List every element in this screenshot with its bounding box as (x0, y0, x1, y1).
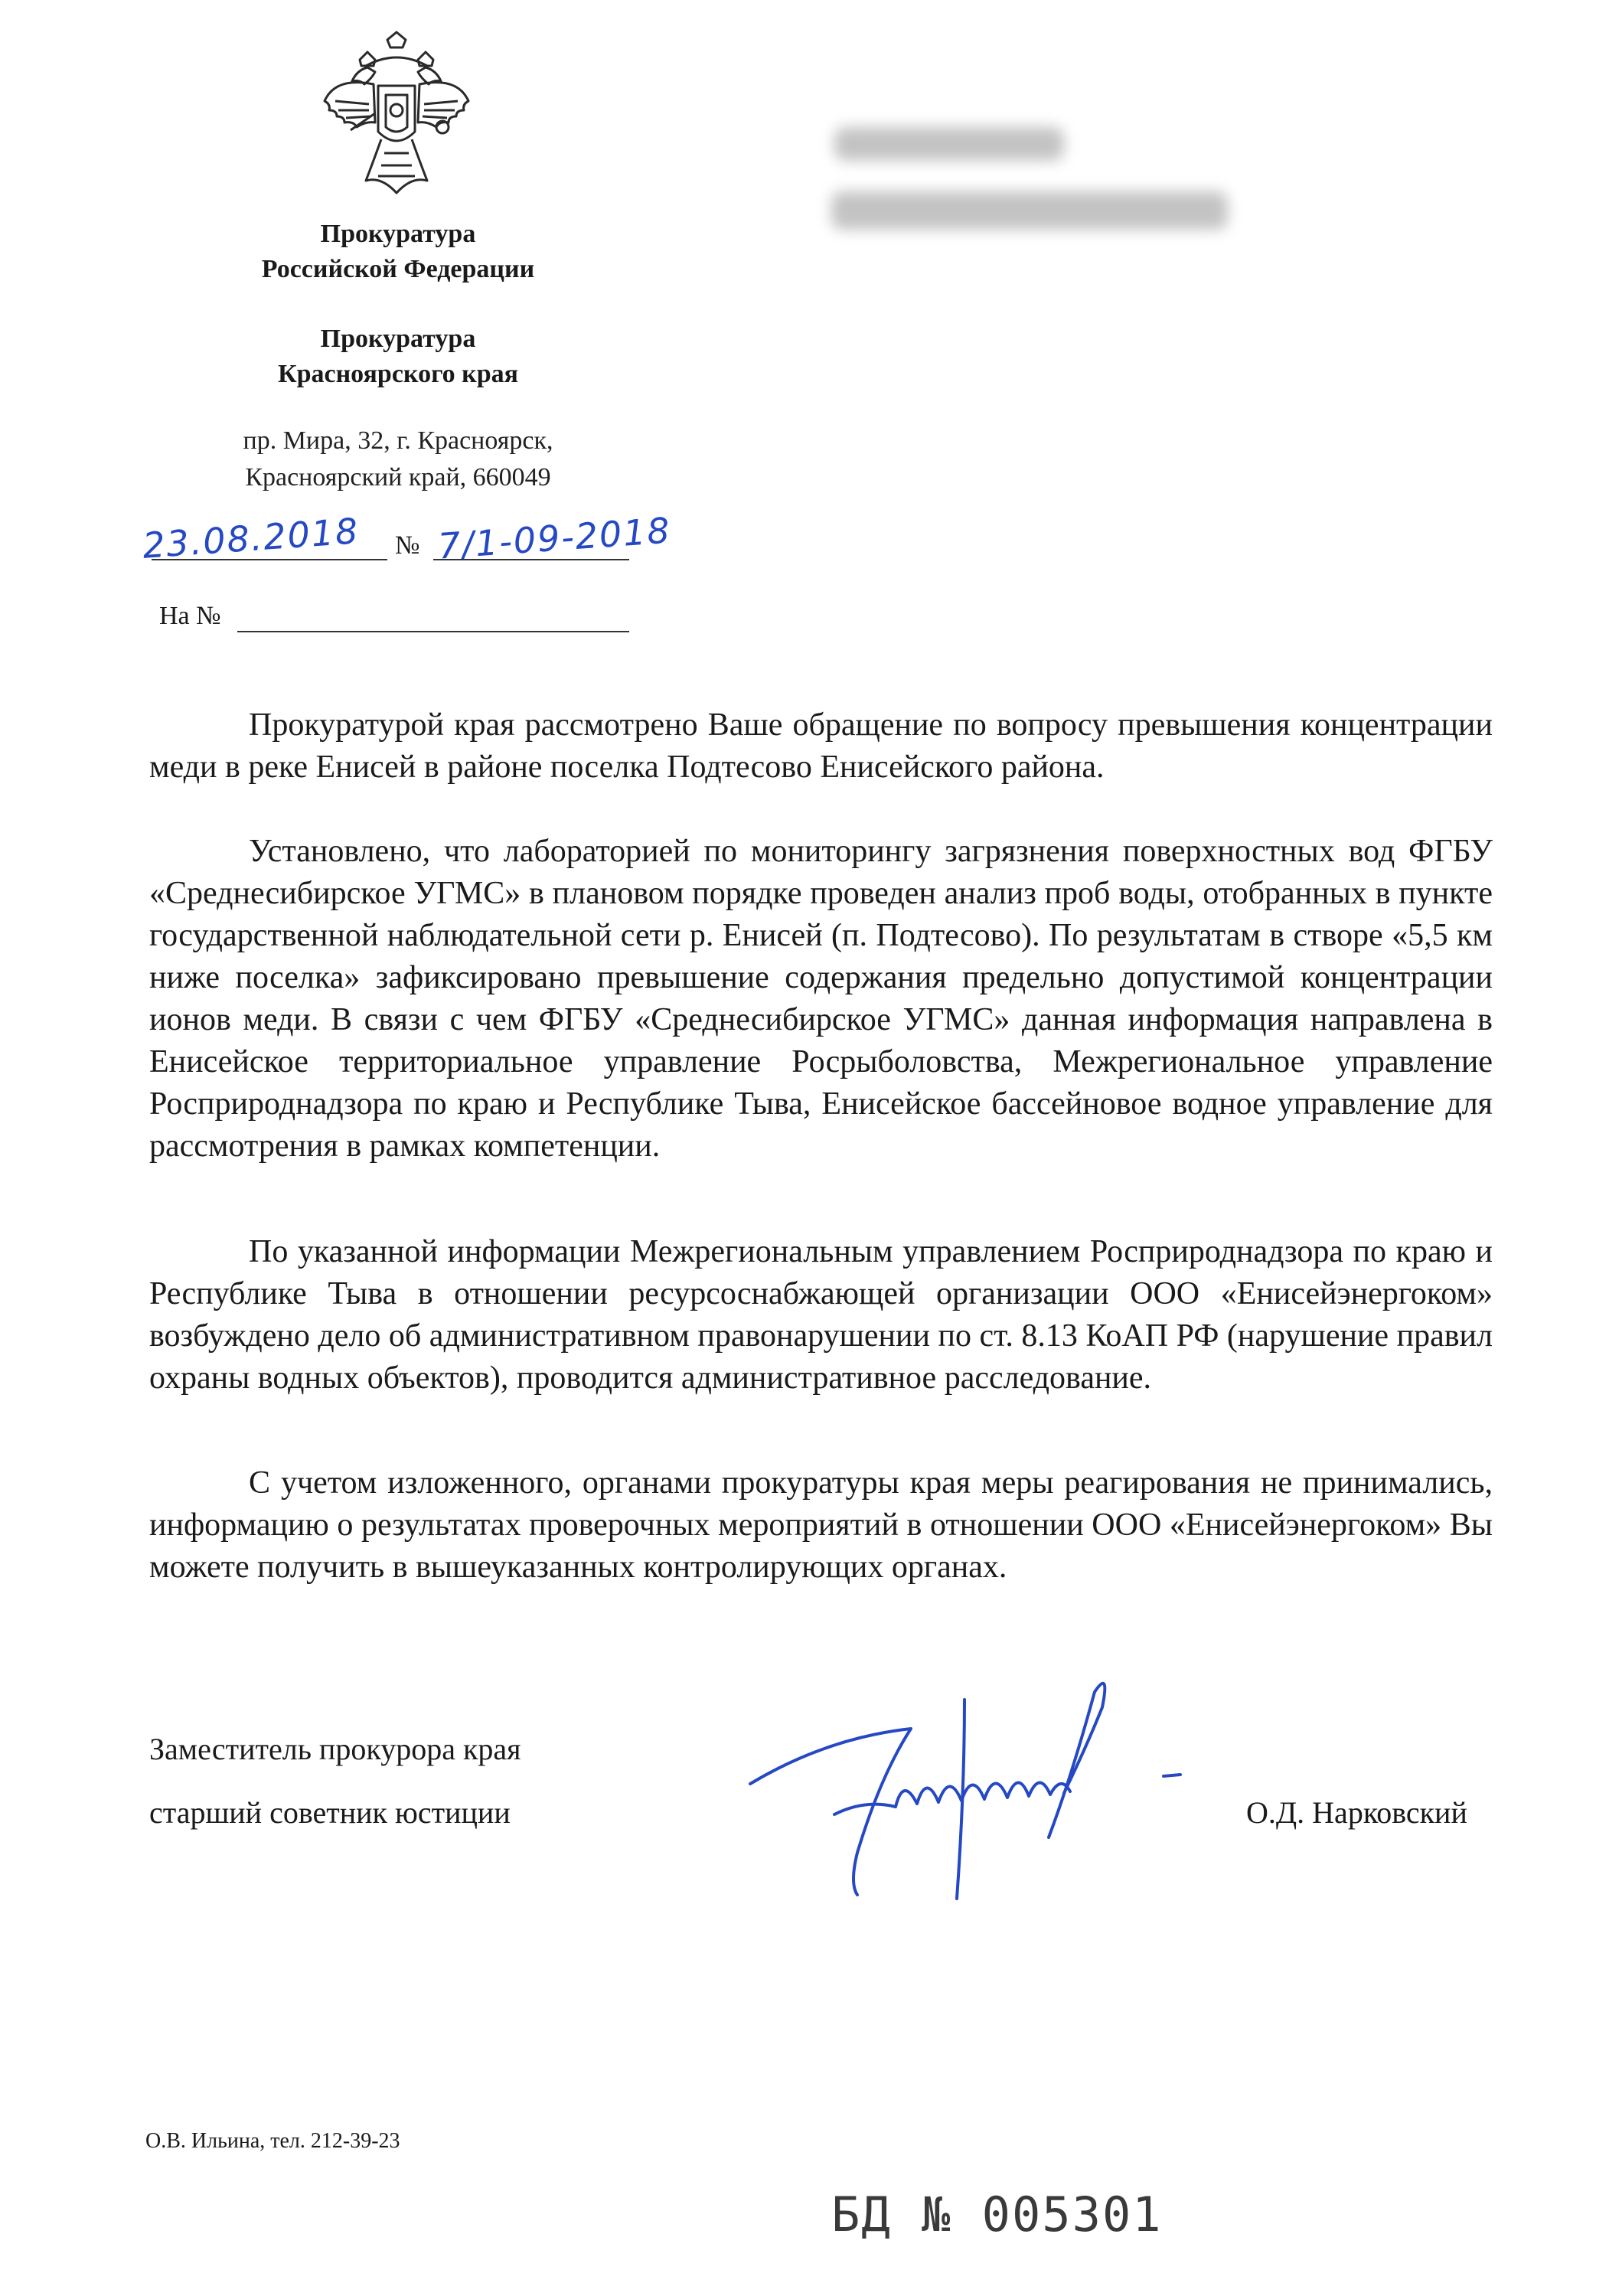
outgoing-date: 23.08.2018 (141, 510, 361, 567)
outgoing-number-sign: № (395, 531, 420, 560)
body-paragraph-4: С учетом изложенного, органами прокуратуры края меры реагирования не принимались, информацию о результатах проверочных мероприятий в отношении ООО «Енисейэнергоком» Вы можете получить в вышеуказанных контролирующих органах. (149, 1465, 1493, 1585)
sender-org-line2: Российской Федерации (261, 255, 535, 283)
reply-to-label: На № (159, 602, 221, 630)
outgoing-number: 7/1-09-2018 (436, 509, 673, 567)
redacted-recipient-line (834, 127, 1064, 161)
signer-position-line2: старший советник юстиции (149, 1795, 511, 1830)
sender-department (161, 322, 635, 392)
executor-contact: О.В. Ильина, тел. 212-39-23 (145, 2129, 400, 2153)
handwritten-signature (735, 1623, 1225, 1945)
reply-to-underline (237, 631, 629, 632)
number-underline (433, 559, 629, 560)
body-paragraph-1: Прокуратурой края рассмотрено Ваше обращение по вопросу превышения концентрации меди в реке Енисей в районе поселка Подтесово Енисейского района. (149, 707, 1493, 785)
sender-org-line1: Прокуратура (320, 220, 476, 248)
sender-address-line2: Красноярский край, 660049 (245, 463, 551, 492)
date-underline (152, 559, 387, 560)
signer-position-line1: Заместитель прокурора края (149, 1732, 521, 1766)
sender-dept-line2: Красноярского края (277, 360, 519, 388)
signer-name: О.Д. Нарковский (1246, 1795, 1467, 1830)
sender-address (161, 423, 635, 496)
body-paragraph-3: По указанной информации Межрегиональным управлением Росприроднадзора по краю и Республике Тыва в отношении ресурсоснабжающей организации ООО «Енисейэнергоком» возбуждено дело об административном правонарушении по ст. 8.13 КоАП РФ (нарушение правил охраны водных объектов), проводится административное расследование. (149, 1234, 1493, 1396)
redacted-recipient-address (831, 191, 1228, 230)
body-paragraph-2: Установлено, что лабораторией по мониторингу загрязнения поверхностных вод ФГБУ «Среднесибирское УГМС» в плановом порядке проведен анализ проб воды, отобранных в пункте государственной наблюдательной сети р. Енисей (п. Подтесово). По результатам в створе «5,5 км ниже поселка» зафиксировано превышение содержания предельно допустимой концентрации ионов меди. В связи с чем ФГБУ «Среднесибирское УГМС» данная информация направлена в Енисейское территориальное управление Росрыболовства, Межрегиональное управление Росприроднадзора по краю и Республике Тыва, Енисейское бассейновое водное управление для рассмотрения в рамках компетенции. (149, 834, 1493, 1164)
sender-address-line1: пр. Мира, 32, г. Красноярск, (243, 426, 553, 455)
sender-org (161, 217, 635, 287)
registration-stamp: БД № 005301 (831, 2187, 1163, 2242)
sender-dept-line1: Прокуратура (320, 325, 476, 353)
coat-of-arms-emblem (320, 31, 473, 201)
